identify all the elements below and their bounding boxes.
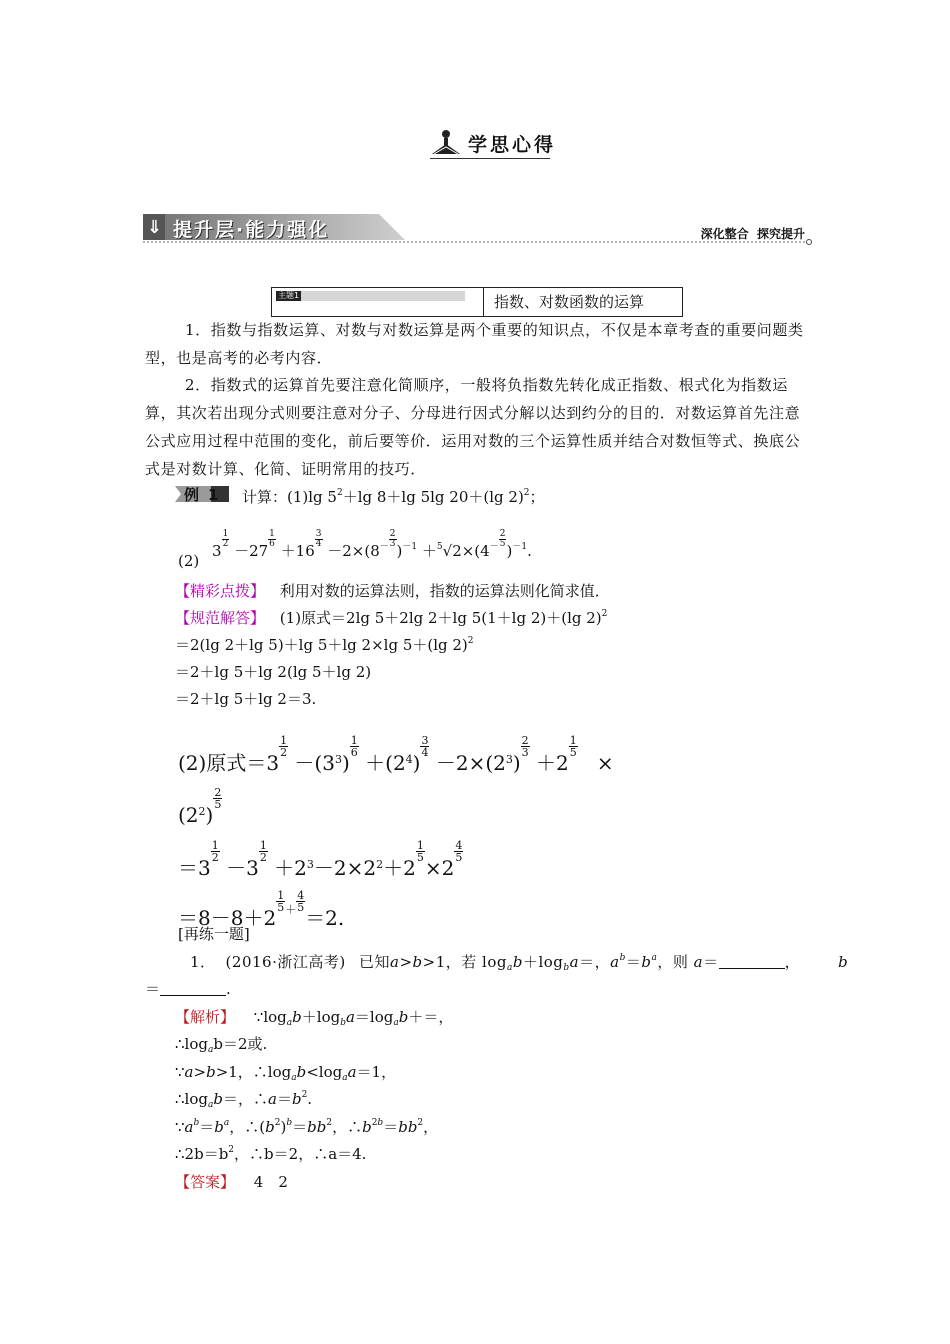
practice-problem: 1． (2016·浙江高考) 已知a>b>1，若 $\log_ab+\log_ba=$，$a^b=b^a$，则 a＝ ， b [190,953,849,973]
practice-heading: [再练一题] [178,925,250,943]
example-q2-expression: 3 $\frac{1}{2}$ －27 $\frac{1}{6}$ ＋16 $\frac{3}{4}$ －2×(8－ $\frac{2}{3}$ )$^{-1}$ ＋$^5$√2×(4－ $\frac{2}{5}$ )$^{-1}$. [212,529,532,560]
banner-right-text: 深化整合 探究提升 [700,227,805,241]
solution-part2-line-3: ＝3 $\frac{1}{2}$ －3 $\frac{1}{2}$ $+2^3-2\times 2^2+2$ $\frac{1}{5}$ ×2 $\frac{4}{5}$ [178,839,463,880]
answer-line [175,1171,288,1192]
solution-part2-line-1: (2)原式＝3 $\frac{1}{2}$ $-(3^3)$ $\frac{1}{6}$ $+(2^4)$ $\frac{3}{4}$ $-2\times(2^3)$ $\frac{2}{3}$ ＋2 $\frac{1}{5}$ × [178,734,614,775]
topic-divider [483,288,484,316]
intro-paragraph-1: 1．指数与指数运算、对数与对数运算是两个重要的知识点，不仅是本章考查的重要问题类型，也是高考的必考内容． [145,321,804,367]
answer-blank-b [160,981,226,996]
answer-values: 4 2 [253,1173,288,1191]
topic-tag-bar [276,291,465,301]
analysis-line-6: $\therefore 2b=b^2$，∴b＝2，∴a＝4. [175,1145,367,1163]
header-underline [430,158,550,159]
practice-problem-line-2: ＝ . [145,980,231,998]
intro-paragraph-2: 2．指数式的运算首先要注意化简顺序，一般将负指数先转化成正指数、根式化为指数运算，其次若出现分式则要注意对分子、分母进行因式分解以达到约分的目的．对数运算首先注意公式应用过程中范围的变化，前后要等价．运用对数的三个运算性质并结合对数恒等式、换底公式是对数计算、化简、证明常用的技巧． [145,376,801,478]
example-question-1: 计算：(1)lg $5^2+\lg$ 8＋lg 5lg 20＋(lg 2)$^2$； [242,488,545,506]
header-title: 学思心得 [468,134,557,156]
reading-person-icon [430,128,462,156]
solution-line-3: ＝2＋lg 5＋lg 2(lg 5＋lg 2) [175,663,372,681]
solution-part2-line-4: ＝8－8＋2 $\frac{1}{5}$ ＋ $\frac{4}{5}$ ＝2. [178,889,345,930]
solution-part2-line-2: $(2^2)$ $\frac{2}{5}$ [178,786,222,827]
analysis-line-4: $\therefore\log_ab=$，$\therefore a=b^2$. [175,1090,313,1110]
analysis-line-3: ∵a>b>1，$\therefore\log_ab<\log_aa=1$， [175,1063,397,1083]
down-arrow-icon: ⇓ [147,217,163,238]
hint-label: 【精彩点拨】 [175,582,266,600]
analysis-line-2: $\therefore\log_ab=2$或. [175,1035,268,1055]
answer-label: 【答案】 [175,1173,236,1191]
solution-line-2: ＝2(lg 2＋lg 5)＋lg 5＋lg 2×lg 5＋(lg 2)$^2$ [175,636,474,654]
solution-line-1: 【规范解答】 (1)原式＝2lg 5＋2lg 2＋lg 5(1＋lg 2)＋(lg 2)$^2$ [175,609,608,627]
topic-title: 指数、对数函数的运算 [494,293,645,311]
hint-text: 利用对数的运算法则，指数的运算法则化简求值． [279,582,610,600]
analysis-label: 【解析】 [175,1008,236,1026]
solution-label: 【规范解答】 [175,609,266,627]
analysis-line-5: $\because a^b=b^a$，$\therefore(b^2)^b=bb^2$，$\therefore b^{2b}=bb^2$， [175,1118,439,1136]
topic-tag: 主题1 [278,291,300,300]
analysis-line-1: 【解析】 $\because\log_ab+\log_ba=\log_ab+=$， [175,1008,454,1028]
section-banner [143,210,813,246]
topic-box [271,287,683,317]
example-question-2: (2) 3 $\frac{1}{2}$ －27 $\frac{1}{6}$ ＋16 $\frac{3}{4}$ －2×(8－ $\frac{2}{3}$ )$^{-1}$ ＋$^5$√2×(4－ $\frac{2}{5}$ )$^{-1}$. [178,529,532,570]
solution-line-4: ＝2＋lg 5＋lg 2＝3. [175,690,317,708]
answer-blank-a [719,954,785,969]
banner-title: 提升层·能力强化 [173,219,330,241]
hint-line [175,580,610,601]
